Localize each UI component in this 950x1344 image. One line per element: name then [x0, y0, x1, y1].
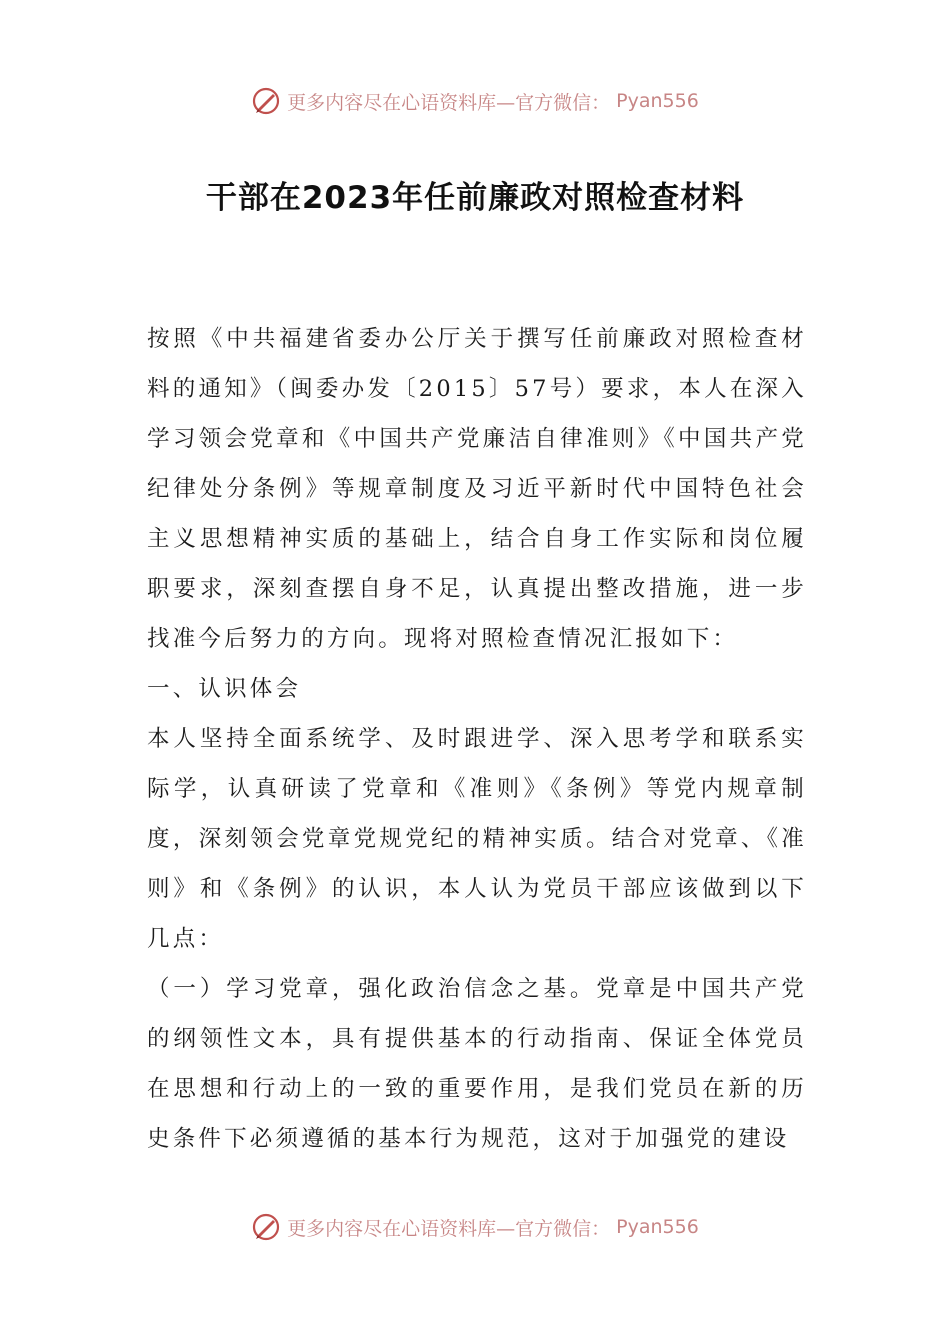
- document-title: 干部在2023年任前廉政对照检查材料: [205, 180, 745, 216]
- paragraph-intro: 按照《中共福建省委办公厅关于撰写任前廉政对照检查材料的通知》（闽委办发〔2015〕57号）要求，本人在深入学习领会党章和《中国共产党廉洁自律准则》《中国共产党纪律处分条例》等规章制度及习近平新时代中国特色社会主义思想精神实质的基础上，结合自身工作实际和岗位履职要求，深刻查摆自身不足，认真提出整改措施，进一步找准今后努力的方向。现将对照检查情况汇报如下：: [147, 326, 807, 652]
- pen-logo-icon: [251, 86, 281, 116]
- watermark-brand: Pyan556: [616, 90, 699, 112]
- document-body: [147, 314, 807, 1164]
- watermark-text: 更多内容尽在心语资料库—官方微信：: [287, 1217, 611, 1240]
- watermark-brand: Pyan556: [616, 1216, 699, 1238]
- watermark-text: 更多内容尽在心语资料库—官方微信：: [287, 91, 611, 114]
- header-watermark: [0, 86, 950, 116]
- paragraph-point-1: （一）学习党章，强化政治信念之基。党章是中国共产党的纲领性文本，具有提供基本的行动指南、保证全体党员在思想和行动上的一致的重要作用，是我们党员在新的历史条件下必须遵循的基本行为规范，这对于加强党的建设: [147, 976, 807, 1152]
- paragraph-understanding: 本人坚持全面系统学、及时跟进学、深入思考学和联系实际学，认真研读了党章和《准则》《条例》等党内规章制度，深刻领会党章党规党纪的精神实质。结合对党章、《准则》和《条例》的认识，本人认为党员干部应该做到以下几点：: [147, 726, 807, 952]
- footer-watermark: [0, 1212, 950, 1242]
- pen-logo-icon: [251, 1212, 281, 1242]
- section-heading-1: 一、认识体会: [147, 676, 302, 702]
